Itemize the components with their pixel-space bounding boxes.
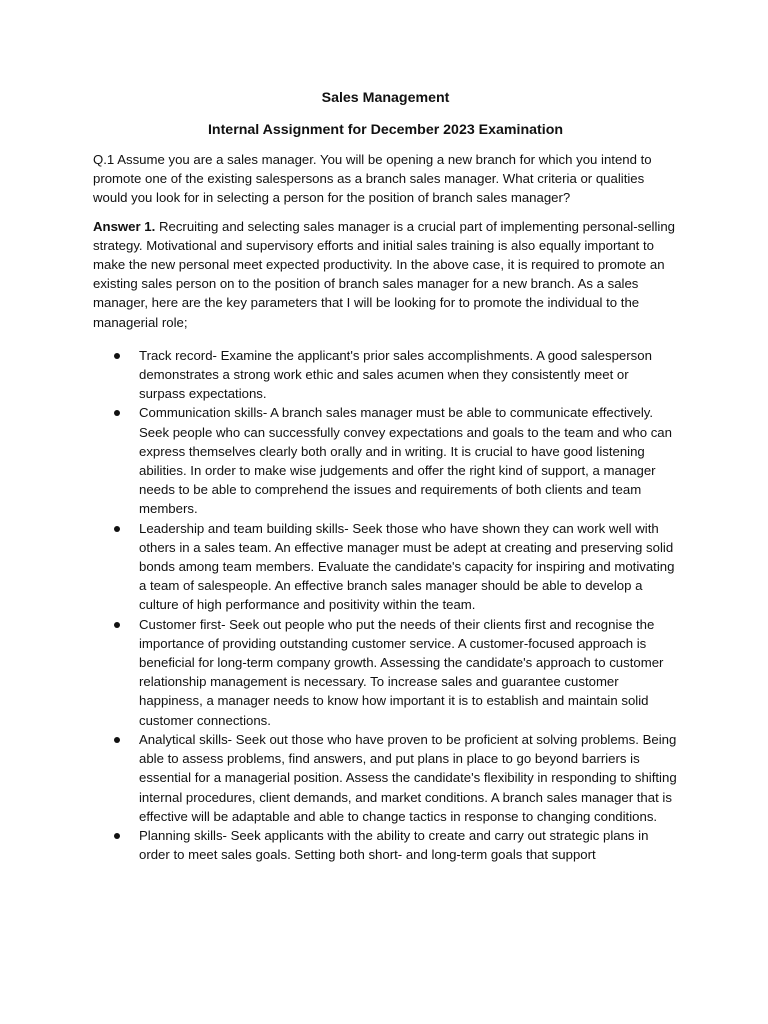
answer-paragraph xyxy=(93,217,678,332)
list-item-text: Analytical skills- Seek out those who have proven to be proficient at solving problems. Being able to assess problems, find answers, and put plans in place to go beyond barriers is essential for a managerial position. Assess the candidate's flexibility in responding to shifting internal procedures, client demands, and market conditions. A branch sales manager that is effective will be adaptable and able to change tactics in response to changing conditions. xyxy=(139,731,677,824)
list-item-text: Communication skills- A branch sales manager must be able to communicate effectively. Seek people who can successfully convey expectations and goals to the team and who can express themselves clearly both orally and in writing. It is crucial to have good listening abilities. In order to make wise judgements and offer the right kind of support, a manager needs to be able to comprehend the issues and requirements of both clients and team members. xyxy=(139,405,672,517)
document-subtitle: Internal Assignment for December 2023 Examination xyxy=(207,122,564,138)
bullet-icon xyxy=(114,833,120,839)
list-item xyxy=(93,346,678,404)
list-item xyxy=(93,403,678,518)
list-item xyxy=(93,826,678,864)
bullet-icon xyxy=(114,737,120,743)
list-item-text: Track record- Examine the applicant's prior sales accomplishments. A good salesperson demonstrates a strong work ethic and sales acumen when they consistently meet or surpass expectations. xyxy=(139,347,652,402)
list-item xyxy=(93,615,678,730)
document-title: Sales Management xyxy=(321,90,450,106)
bullet-icon xyxy=(114,622,120,628)
list-item xyxy=(93,519,678,615)
bullet-icon xyxy=(114,526,120,532)
answer-text: Recruiting and selecting sales manager is a crucial part of implementing personal-selling strategy. Motivational and supervisory efforts and initial sales training is also equally important to make the new personal meet expected productivity. In the above case, it is required to promote an existing sales person on to the position of branch sales manager for a new branch. As a sales manager, here are the key parameters that I will be looking for to promote the individual to the managerial role; xyxy=(93,218,676,330)
answer-label: Answer 1. xyxy=(93,218,156,234)
question-paragraph: Q.1 Assume you are a sales manager. You will be opening a new branch for which you intend to promote one of the existing salespersons as a branch sales manager. What criteria or qualities would you look for in selecting a person for the position of branch sales manager? xyxy=(93,152,652,206)
criteria-list xyxy=(93,346,678,864)
list-item-text: Planning skills- Seek applicants with the ability to create and carry out strategic plans in order to meet sales goals. Setting both short- and long-term goals that support xyxy=(139,827,649,863)
document-content xyxy=(93,88,678,864)
list-item-text: Customer first- Seek out people who put the needs of their clients first and recognise the importance of providing outstanding customer service. A customer-focused approach is beneficial for long-term company growth. Assessing the candidate's approach to customer relationship management is necessary. To increase sales and guarantee customer happiness, a manager needs to know how important it is to establish and maintain solid customer connections. xyxy=(139,616,664,728)
bullet-icon xyxy=(114,410,120,416)
bullet-icon xyxy=(114,353,120,359)
list-item-text: Leadership and team building skills- Seek those who have shown they can work well with others in a sales team. An effective manager must be adept at creating and preserving solid bonds among team members. Evaluate the candidate's capacity for inspiring and motivating a team of salespeople. An effective branch sales manager should be able to develop a culture of high performance and positivity within the team. xyxy=(139,520,675,613)
list-item xyxy=(93,730,678,826)
